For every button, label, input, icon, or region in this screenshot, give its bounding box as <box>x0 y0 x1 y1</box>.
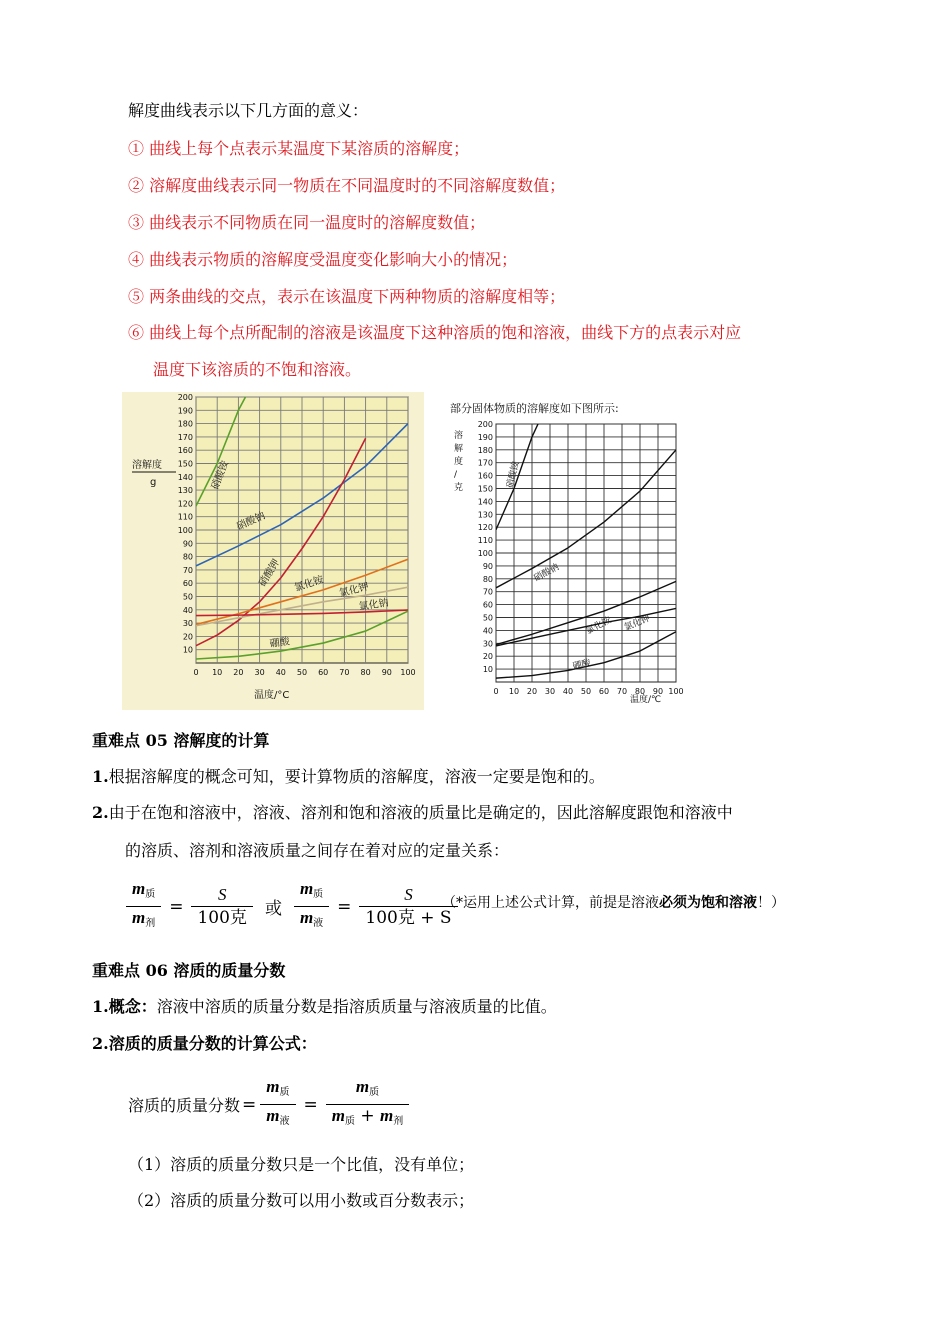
sub-solution: 液 <box>313 918 324 929</box>
note-prefix: （*运用上述公式计算，前提是溶液 <box>442 895 659 911</box>
y-tick-label: 180 <box>177 419 193 429</box>
y-tick-label: 90 <box>182 539 193 549</box>
item-number: 1. <box>92 767 109 786</box>
m-symbol: m <box>380 1106 394 1125</box>
y-axis-label-char: 溶 <box>454 431 464 441</box>
s-symbol: S <box>217 885 227 904</box>
point-6: ⑥ 曲线上每个点所配制的溶液是该温度下这种溶质的饱和溶液，曲线下方的点表示对应 <box>128 323 742 342</box>
x-tick-label: 90 <box>381 668 392 677</box>
point-4: ④ 曲线表示物质的溶解度受温度变化影响大小的情况； <box>128 250 518 269</box>
plus-sign: + <box>360 1106 375 1126</box>
m-symbol: m <box>355 1077 370 1096</box>
x-tick-label: 50 <box>296 668 308 677</box>
series-label: 氯化铵 <box>584 615 614 637</box>
x-tick-label: 100 <box>400 668 416 677</box>
point-1: ① 曲线上每个点表示某温度下某溶质的溶解度； <box>128 139 470 158</box>
y-tick-label: 150 <box>477 484 493 494</box>
section-06-item-1 <box>92 996 557 1018</box>
sub-solute: 质 <box>313 889 324 900</box>
y-tick-label: 40 <box>182 605 193 615</box>
section-05-title: 重难点 05 溶解度的计算 <box>92 731 270 750</box>
x-tick-label: 70 <box>616 687 628 696</box>
x-tick-label: 20 <box>526 687 538 696</box>
y-axis-label-char: / <box>454 470 458 480</box>
x-axis-label: 温度/°C <box>254 690 290 701</box>
series-label: 氯化钾 <box>622 613 652 634</box>
series-label: 硝酸铵 <box>209 459 232 492</box>
sub-solvent: 剂 <box>145 918 156 929</box>
y-tick-label: 60 <box>482 600 493 610</box>
y-tick-label: 10 <box>182 645 193 655</box>
sub-solute: 质 <box>344 1116 355 1127</box>
y-tick-label: 140 <box>477 497 493 507</box>
or-word: 或 <box>264 899 282 919</box>
m-symbol: m <box>299 879 314 898</box>
x-tick-label: 20 <box>233 668 244 677</box>
item-number: 2. <box>92 803 109 822</box>
y-tick-label: 140 <box>177 472 193 482</box>
series-label: 氯化铵 <box>293 574 326 595</box>
point-6-continued: 温度下该溶质的不饱和溶液。 <box>153 360 362 379</box>
series-label: 硝酸钾 <box>257 557 283 589</box>
y-tick-label: 110 <box>177 512 193 522</box>
series-label: 硝酸钠 <box>235 510 268 533</box>
y-tick-label: 40 <box>482 626 493 636</box>
m-symbol: m <box>331 1106 345 1125</box>
item-text: 根据溶解度的概念可知，要计算物质的溶解度，溶液一定要是饱和的。 <box>108 767 605 786</box>
y-tick-label: 30 <box>482 639 493 649</box>
denominator-100g: 100克 <box>197 908 247 928</box>
x-tick-label: 70 <box>339 668 350 677</box>
denominator-100g-plus-s: 100克 + S <box>365 908 452 928</box>
y-tick-label: 70 <box>182 565 193 575</box>
section-06-title: 重难点 06 溶质的质量分数 <box>92 961 286 980</box>
item-label: 1.概念： <box>92 997 157 1016</box>
sub-solvent: 剂 <box>393 1116 404 1127</box>
y-tick-label: 30 <box>182 619 193 629</box>
y-axis-label: 溶解度 <box>132 460 162 471</box>
y-tick-label: 50 <box>182 592 193 602</box>
x-tick-label: 0 <box>193 668 199 677</box>
point-5: ⑤ 两条曲线的交点，表示在该温度下两种物质的溶解度相等； <box>128 287 566 306</box>
m-symbol: m <box>132 908 146 927</box>
solubility-chart-color <box>122 392 424 710</box>
y-tick-label: 190 <box>477 432 493 442</box>
series-label: 硼酸 <box>269 636 291 651</box>
section-06-note-1: （1）溶质的质量分数只是一个比值，没有单位； <box>128 1155 475 1174</box>
item-text: 溶液中溶质的质量分数是指溶质质量与溶液质量的比值。 <box>156 997 557 1016</box>
x-tick-label: 10 <box>212 668 223 677</box>
y-axis-label-char: 克 <box>454 483 464 493</box>
y-tick-label: 100 <box>477 549 493 558</box>
series-label: 硼酸 <box>571 658 592 673</box>
note-bold: 必须为饱和溶液 <box>659 895 757 911</box>
sub-solute: 质 <box>145 889 156 900</box>
fraction-solute-solution <box>260 1076 295 1133</box>
y-tick-label: 20 <box>182 632 193 642</box>
y-tick-label: 50 <box>482 613 493 623</box>
m-symbol: m <box>132 879 146 898</box>
y-axis-label-char: 度 <box>454 457 464 467</box>
series-label: 氯化钠 <box>358 597 390 613</box>
intro-text: 解度曲线表示以下几方面的意义： <box>128 101 369 120</box>
y-axis-label-unit: g <box>150 477 157 488</box>
x-axis-label: 温度/℃ <box>630 695 662 705</box>
y-tick-label: 60 <box>182 579 193 589</box>
y-tick-label: 180 <box>477 445 493 455</box>
x-tick-label: 90 <box>652 687 664 696</box>
y-tick-label: 120 <box>477 523 493 533</box>
y-tick-label: 10 <box>482 665 493 675</box>
series-label: 硝酸钠 <box>532 562 561 585</box>
fraction-solute-over-sum <box>326 1076 410 1133</box>
series-label: 硝酸铵 <box>505 460 522 490</box>
y-tick-label: 190 <box>177 406 193 416</box>
section-05-item-2 <box>92 802 733 824</box>
x-tick-label: 60 <box>318 668 329 677</box>
y-tick-label: 150 <box>177 459 193 469</box>
fraction-solute-solvent <box>126 878 161 935</box>
x-tick-label: 40 <box>275 668 286 677</box>
y-tick-label: 160 <box>177 446 193 456</box>
y-tick-label: 70 <box>482 587 493 597</box>
mass-fraction-formula <box>128 1076 411 1133</box>
x-tick-label: 60 <box>598 687 610 696</box>
section-06-note-2: （2）溶质的质量分数可以用小数或百分数表示； <box>128 1191 475 1210</box>
equals-sign: = <box>242 1094 257 1115</box>
y-tick-label: 130 <box>477 510 493 520</box>
y-tick-label: 130 <box>177 486 193 496</box>
y-tick-label: 80 <box>182 552 193 562</box>
y-tick-label: 20 <box>482 652 493 662</box>
y-tick-label: 100 <box>177 526 193 535</box>
y-tick-label: 90 <box>482 561 493 571</box>
item-text: 由于在饱和溶液中，溶液、溶剂和饱和溶液的质量比是确定的，因此溶解度跟饱和溶液中 <box>108 803 733 822</box>
point-2: ② 溶解度曲线表示同一物质在不同温度时的不同溶解度数值； <box>128 176 566 195</box>
equals-sign: = <box>303 1094 318 1115</box>
x-tick-label: 80 <box>360 668 371 677</box>
x-tick-label: 40 <box>562 687 574 696</box>
y-tick-label: 200 <box>477 420 493 429</box>
y-tick-label: 80 <box>482 574 493 584</box>
y-tick-label: 200 <box>177 393 193 402</box>
section-05-item-1 <box>92 766 605 788</box>
series-label: 氯化钾 <box>338 581 370 600</box>
solubility-formula <box>124 878 460 935</box>
x-tick-label: 0 <box>493 687 499 696</box>
sub-solution: 液 <box>279 1116 290 1127</box>
chart-title: 部分固体物质的溶解度如下图所示: <box>450 402 619 415</box>
sub-solute: 质 <box>369 1087 380 1098</box>
formula-note <box>442 892 785 914</box>
y-tick-label: 110 <box>477 536 493 546</box>
x-tick-label: 50 <box>580 687 592 696</box>
y-tick-label: 170 <box>177 432 193 442</box>
equals-sign: = <box>337 896 352 917</box>
x-tick-label: 10 <box>508 687 520 696</box>
s-symbol: S <box>404 885 413 904</box>
section-05-item-2-continued: 的溶质、溶剂和溶液质量之间存在着对应的定量关系： <box>125 841 510 860</box>
solubility-chart-bw <box>448 396 720 710</box>
equals-sign: = <box>169 896 184 917</box>
y-tick-label: 160 <box>477 471 493 481</box>
m-symbol: m <box>299 908 314 927</box>
y-axis-label-char: 解 <box>454 444 464 454</box>
y-tick-label: 170 <box>477 458 493 468</box>
fraction-solute-solution <box>294 878 329 935</box>
m-symbol: m <box>266 1106 280 1125</box>
m-symbol: m <box>266 1077 280 1096</box>
x-tick-label: 80 <box>634 687 646 696</box>
x-tick-label: 30 <box>254 668 265 677</box>
sub-solute: 质 <box>279 1087 290 1098</box>
note-suffix: ！） <box>757 895 785 911</box>
formula-label: 溶质的质量分数 <box>128 1096 241 1115</box>
section-06-item-2: 2.溶质的质量分数的计算公式： <box>92 1034 317 1053</box>
fraction-s-100g <box>191 884 252 929</box>
y-tick-label: 120 <box>177 499 193 509</box>
x-tick-label: 100 <box>668 687 684 696</box>
x-tick-label: 30 <box>544 687 556 696</box>
point-3: ③ 曲线表示不同物质在同一温度时的溶解度数值； <box>128 213 486 232</box>
